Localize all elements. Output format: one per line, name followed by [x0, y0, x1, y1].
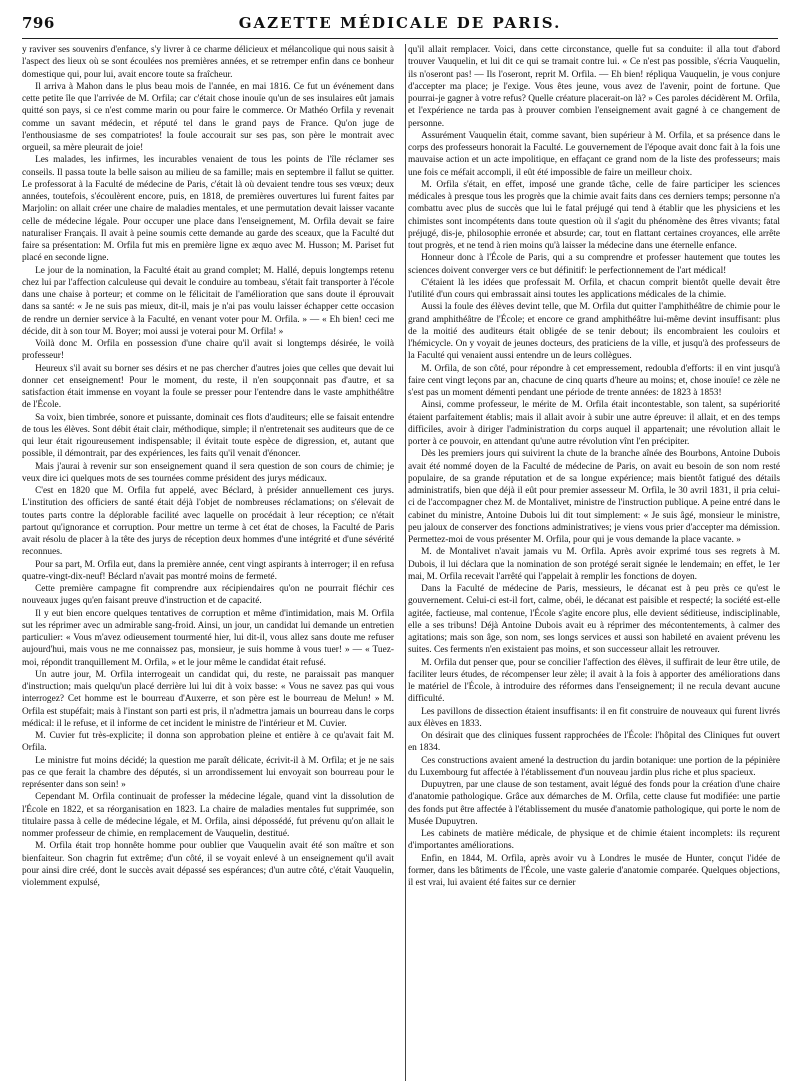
page-header	[22, 14, 778, 39]
paragraph: M. Cuvier fut très-explicite; il donna son approbation pleine et entière à ce qu'avait fait M. Orfila.	[22, 731, 394, 754]
paragraph: C'est en 1820 que M. Orfila fut appelé, avec Béclard, à présider annuellement ces jurys. L'institution des officiers de santé était déjà l'objet de nombreuses réclamations; on s'élevait de toutes parts contre la déplorable facilité avec laquelle on procédait à leur réception; ce n'était partout qu'ignorance et corruption. Pour mettre un terme à cet état de choses, la Faculté de Paris avait résolu de placer à la tête des jurys de réception deux hommes d'une intégrité et d'une sévérité reconnues.	[22, 486, 394, 558]
paragraph: Dès les premiers jours qui suivirent la chute de la branche aînée des Bourbons, Antoine Dubois avait été nommé doyen de la Faculté de médecine de Paris, on avait eu besoin de son nom resté populaire, de sa grande réputation et de sa longue expérience; mais bientôt fatigué des détails administratifs, bien que déjà il eût pour premier assesseur M. Orfila, le 30 avril 1831, il pria celui-ci de l'accompagner chez M. de Montalivet, ministre de l'instruction publique. A peine entré dans le cabinet du ministre, Antoine Dubois lui dit tout simplement: « Je suis âgé, monsieur le ministre, peu jaloux de conserver des fonctions administratives; je viens vous prier d'accepter ma démission. Permettez-moi de vous présenter M. Orfila, pour qui je vous demande la place vacante. »	[408, 449, 780, 545]
paragraph: Il y eut bien encore quelques tentatives de corruption et même d'intimidation, mais M. Orfila sut les réprimer avec un admirable sang-froid. Ainsi, un jour, un candidat lui demande un entretien particulier: « Vous m'avez odieusement tourmenté hier, lui dit-il, vous allez sans doute me refuser aujourd'hui, mais vous ne me connaissez pas, monsieur, je suis homme à vous tuer! » — « Tuez-moi, répondit tranquillement M. Orfila, » et le jour même le candidat était refusé.	[22, 608, 394, 668]
paragraph: On désirait que des cliniques fussent rapprochées de l'École: l'hôpital des Cliniques fut ouvert en 1834.	[408, 731, 780, 754]
paragraph: Les malades, les infirmes, les incurables venaient de tous les points de l'île réclamer ses conseils. Il passa toute la belle saison au milieu de sa famille; mais en septembre il fallut se quitter. Le professorat à la Faculté de médecine de Paris, c'était là où devaient tendre tous ses vœux; deux années, toutefois, s'écoulèrent encore, puis, en 1818, de premières ouvertures lui furent faites par Marjolin: on allait créer une chaire de maladies mentales, et une permutation devait laisser vacante celle de médecine légale. Pour occuper une place dans l'enseignement, M. Orfila devait se faire naturaliser Français. Il avait à peine soumis cette demande au garde des sceaux, que la Faculté dut faire sa présentation: M. Orfila fut mis en première ligne ex æquo avec M. Husson; M. Pariset fut placé en seconde ligne.	[22, 155, 394, 264]
paragraph: Cependant M. Orfila continuait de professer la médecine légale, quand vint la dissolution de l'École en 1822, et sa réorganisation en 1823. La chaire de maladies mentales fut supprimée, son titulaire passa à celle de médecine légale, et M. Orfila, ainsi dépossédé, fut prévenu qu'on allait le nommer professeur de chimie, en remplacement de Vauquelin, destitué.	[22, 792, 394, 839]
left-column	[22, 44, 394, 1083]
paragraph: Ces constructions avaient amené la destruction du jardin botanique: une portion de la pépinière du Luxembourg fut affectée à l'établissement d'un nouveau jardin plus riche et plus spacieux.	[408, 755, 780, 778]
paragraph: y raviver ses souvenirs d'enfance, s'y livrer à ce charme délicieux et mélancolique qui nous saisit à l'aspect des lieux où se sont écoulées nos premières années, et se retremper enfin dans ce bonheur domestique qui, pour lui, avait encore toute sa fraîcheur.	[22, 45, 394, 80]
running-title: GAZETTE MÉDICALE DE PARIS.	[238, 14, 562, 32]
page-number: 796	[22, 14, 55, 32]
paragraph: M. Orfila était trop honnête homme pour oublier que Vauquelin avait été son maître et son bienfaiteur. Son chagrin fut extrême; d'un côté, il se voyait enlevé à un enseignement qu'il avait pour ainsi dire créé, dont le succès avait dépassé ses espérances; d'un autre côté, c'était Vauquelin, violemment expulsé,	[22, 841, 394, 888]
paragraph: Assurément Vauquelin était, comme savant, bien supérieur à M. Orfila, et sa présence dans le corps des professeurs honorait la Faculté. Le gouvernement de l'époque avait donc fait à la fois une mauvaise action et un acte impolitique, en effaçant ce grand nom de la liste des professeurs; mais une fois ce méfait accompli, il eût été impossible de faire un meilleur choix.	[408, 130, 780, 178]
paragraph: C'étaient là les idées que professait M. Orfila, et chacun comprit bientôt quelle devait être l'utilité d'un cours qui embrassait ainsi toutes les applications médicales de la chimie.	[408, 277, 780, 300]
paragraph: Heureux s'il avait su borner ses désirs et ne pas chercher d'autres joies que celles que devait lui donner cet enseignement! Pour le moment, du reste, il n'en soupçonnait pas d'autre, et sa satisfaction était immense en voyant la foule se presser pour l'entendre dans le vaste amphithéâtre de l'École.	[22, 363, 394, 411]
paragraph: qu'il allait remplacer. Voici, dans cette circonstance, quelle fut sa conduite: il alla tout d'abord trouver Vauquelin, et lui dit ce qui se tramait contre lui. « Ce n'est pas possible, s'écria Vauquelin, ils n'oseront pas! — Ils l'oseront, reprit M. Orfila. — Eh bien! répliqua Vauquelin, je vous conjure d'accepter ma place; je l'exige. Vous êtes jeune, vous avez de l'avenir, point de fortune. Que pourrai-je gagner à votre refus? Quelle créature placerait-on là? » Ces paroles décidèrent M. Orfila, et l'expérience ne tarda pas à prouver combien l'enseignement avait gagné à ce changement de personne.	[408, 45, 780, 129]
paragraph: M. de Montalivet n'avait jamais vu M. Orfila. Après avoir exprimé tous ses regrets à M. Dubois, il lui déclara que la nomination de son protégé serait signée le lendemain; en effet, le 1er mai, M. Orfila recevait l'arrêté qui l'appelait à remplir les fonctions de doyen.	[408, 547, 780, 582]
paragraph: M. Orfila, de son côté, pour répondre à cet empressement, redoubla d'efforts: il en vint jusqu'à faire cent vingt leçons par an, chacune de cinq quarts d'heure au moins; et, chose inouïe! ce zèle ne s'est pas un moment démenti pendant une période de trente années: de 1823 à 1853!	[408, 363, 780, 398]
paragraph: Le jour de la nomination, la Faculté était au grand complet; M. Hallé, depuis longtemps retenu chez lui par l'affection calculeuse qui devait le conduire au tombeau, s'était fait transporter à l'école dans une chaise à porteur; et comme on le félicitait de l'amélioration que sans doute il éprouvait dans sa santé: « Je ne suis pas mieux, dit-il, mais je n'ai pas voulu laisser échapper cette occasion de rendre un dernier service à la Faculté, en venant voter pour M. Orfila. » — « Eh bien! ceci me décide, dit à son tour M. Boyer; moi aussi je voterai pour M. Orfila! »	[22, 265, 394, 337]
paragraph: Voilà donc M. Orfila en possession d'une chaire qu'il avait si longtemps désirée, le voilà professeur!	[22, 339, 394, 362]
paragraph: M. Orfila s'était, en effet, imposé une grande tâche, celle de faire participer les sciences médicales à presque tous les progrès que la chimie avait faits dans ces derniers temps; personne n'a combattu avec plus de succès que lui le fatal préjugé qui tend à établir que les physiciens et les chimistes sont incompétents dans toute question où il s'agit du phénomène des êtres vivants; fatal préjugé, dis-je, philosophie erronée et absurde; car, tout en flattant certaines croyances, elle arrête tout progrès, et ne tend à rien moins qu'à laisser la médecine dans une éternelle enfance.	[408, 179, 780, 251]
paragraph: Sa voix, bien timbrée, sonore et puissante, dominait ces flots d'auditeurs; elle se faisait entendre de tous les élèves. Sont débit était clair, méthodique, simple; il n'entretenait ses auditeurs que de ce qui leur était rigoureusement indispensable; il évitait toute espèce de digression, et, autant que possible, il démontrait, par des expériences, les faits qu'il venait d'énoncer.	[22, 412, 394, 460]
paragraph: Pour sa part, M. Orfila eut, dans la première année, cent vingt aspirants à interroger; il en refusa quatre-vingt-dix-neuf! Béclard n'avait pas montré moins de fermeté.	[22, 559, 394, 582]
paragraph: Cette première campagne fit comprendre aux récipiendaires qu'on ne pourrait fléchir ces nouveaux juges qu'en faisant preuve d'instruction et de capacité.	[22, 584, 394, 607]
paragraph: Mais j'aurai à revenir sur son enseignement quand il sera question de son cours de chimie; je veux dire ici quelques mots de ses tournées comme président des jurys médicaux.	[22, 461, 394, 484]
paragraph: Il arriva à Mahon dans le plus beau mois de l'année, en mai 1816. Ce fut un événement dans cette petite île que l'arrivée de M. Orfila; car c'était chose inouïe qu'un de ses insulaires eût jamais quitté son pays, si ce n'est comme marin ou pour faire le commerce. Or Mathéo Orfila y revenait comme un savant médecin, et réputé tel dans le grand pays de France. Qu'on juge de l'enthousiasme de ses compatriotes! la foule accourait sur ses pas, son père le montrait avec orgueil, sa mère pleurait de joie!	[22, 81, 394, 153]
paragraph: Le ministre fut moins décidé; la question me paraît délicate, écrivit-il à M. Orfila; et je ne sais pas ce que ferait la chambre des députés, si un arrondissement lui envoyait son bourreau pour le représenter dans son sein! »	[22, 755, 394, 790]
paragraph: Dans la Faculté de médecine de Paris, messieurs, le décanat est à peu près ce qu'est le gouvernement. Celui-ci est-il fort, calme, obéi, le décanat est paisible et respecté; la société est-elle agitée, factieuse, mal contenue, l'École s'agite encore plus, elle devient séditieuse, indisciplinable, elle a ses tribuns! Déjà Antoine Dubois avait eu à réprimer des mécontentements, à calmer des agitations; mais son âge, son nom, ses longs services et aussi son habileté en avaient prévenu les suites. Ces ferments n'en existaient pas moins, et son successeur allait les retrouver.	[408, 584, 780, 656]
paragraph: Un autre jour, M. Orfila interrogeait un candidat qui, du reste, ne paraissait pas manquer d'instruction; mais quelqu'un placé derrière lui lui dit à voix basse: « Vous ne savez pas qui vous interrogez? Cet homme est le bourreau d'Auxerre, et son père est le bourreau de Melun! » M. Orfila est stupéfait; mais à l'instant son parti est pris, il n'admettra jamais un bourreau dans le corps médical: il le refuse, et il informe de cet incident le ministre de l'intérieur et M. Cuvier.	[22, 669, 394, 729]
paragraph: Enfin, en 1844, M. Orfila, après avoir vu à Londres le musée de Hunter, conçut l'idée de former, dans les bâtiments de l'École, une vaste galerie d'anatomie comparée. Quelques objections, il est vrai, lui avaient été faites sur ce dernier	[408, 853, 780, 888]
article-columns	[22, 44, 780, 1083]
paragraph: Ainsi, comme professeur, le mérite de M. Orfila était incontestable, son talent, sa supériorité étaient parfaitement établis; mais il allait avoir à subir une autre épreuve: il allait, et en des temps difficiles, avoir à diriger l'administration du corps auquel il appartenait; une révolution allait le porter à ce pouvoir, en attendant qu'une autre révolution vînt l'en précipiter.	[408, 400, 780, 447]
paragraph: Dupuytren, par une clause de son testament, avait légué des fonds pour la création d'une chaire d'anatomie pathologique. Grâce aux démarches de M. Orfila, cette clause fut modifiée: une partie des fonds put être affectée à l'établissement du musée d'anatomie pathologique, qui porte le nom de Musée Dupuytren.	[408, 780, 780, 827]
paragraph: Les pavillons de dissection étaient insuffisants: il en fit construire de nouveaux qui furent livrés aux élèves en 1833.	[408, 706, 780, 729]
paragraph: Honneur donc à l'École de Paris, qui a su comprendre et professer hautement que toutes les sciences doivent converger vers ce but définitif: le perfectionnement de l'art médical!	[408, 253, 780, 276]
paragraph: M. Orfila dut penser que, pour se concilier l'affection des élèves, il suffirait de leur être utile, de faciliter leurs études, de récompenser leur zèle; il avait à la fois à apporter des améliorations dans le matériel de l'École, à introduire des réformes dans l'enseignement; il ne recula devant aucune difficulté.	[408, 657, 780, 705]
paragraph: Aussi la foule des élèves devint telle, que M. Orfila dut quitter l'amphithéâtre de chimie pour le grand amphithéâtre de l'École; et encore ce grand amphithéâtre lui-même devint insuffisant: plus de la moitié des auditeurs était obligée de se tenir debout; ils encombraient les couloirs et l'hémicycle. On y voyait de jeunes docteurs, des praticiens de la ville, et jusqu'à des professeurs de la Faculté qui venaient aussi entendre un de leurs collègues.	[408, 302, 780, 362]
paragraph: Les cabinets de matière médicale, de physique et de chimie étaient incomplets: ils reçurent d'importantes améliorations.	[408, 829, 780, 852]
right-column	[408, 44, 780, 1083]
